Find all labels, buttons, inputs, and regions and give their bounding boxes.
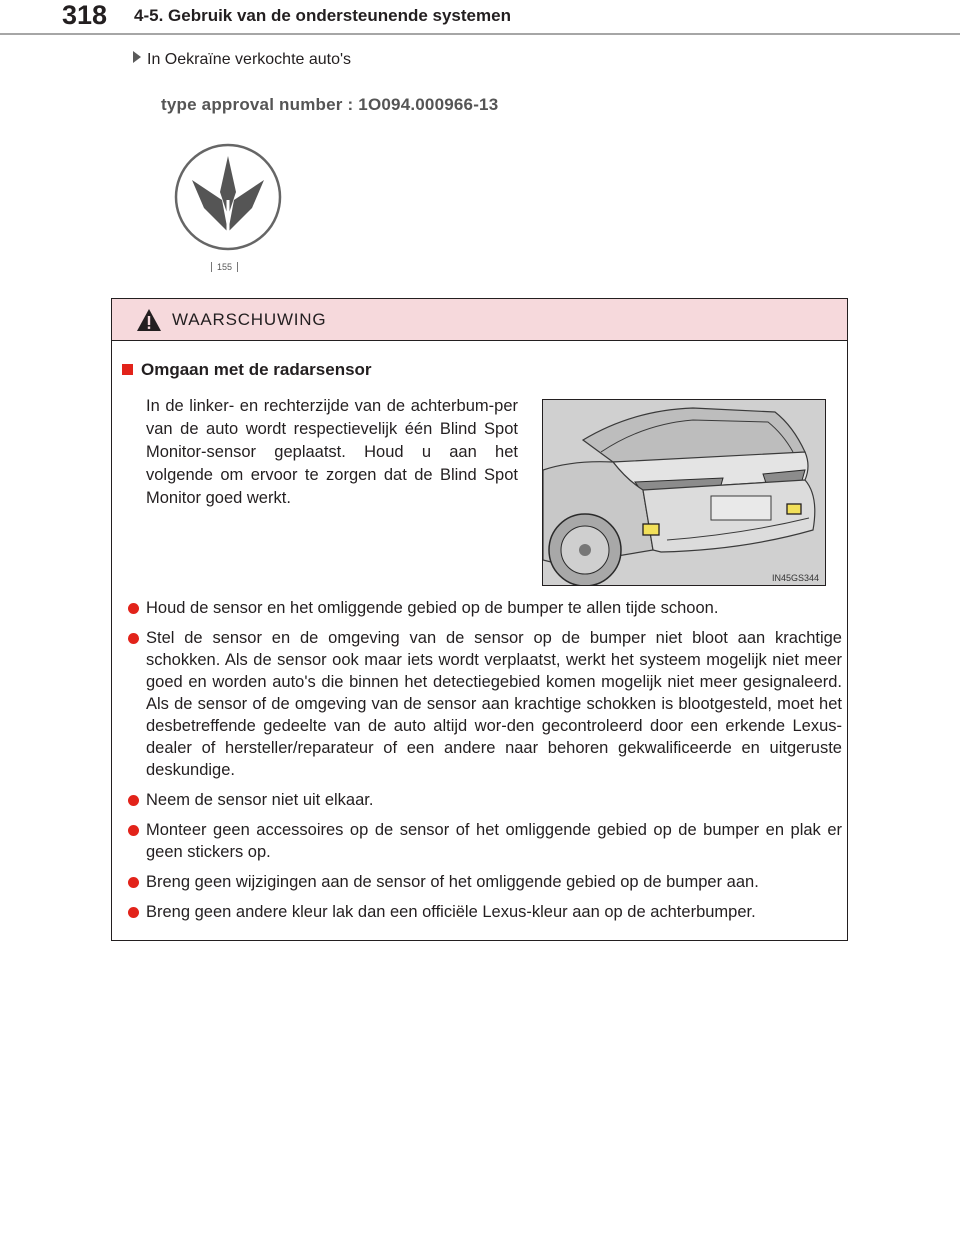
- warning-header: [112, 299, 847, 341]
- list-item-text: Houd de sensor en het omliggende gebied op de bumper te allen tijde schoon.: [146, 599, 719, 617]
- red-dot-bullet-icon: [128, 795, 139, 806]
- triangle-bullet-icon: [133, 51, 141, 63]
- car-rear-drawing: [543, 400, 825, 585]
- warning-triangle-icon: [136, 308, 162, 332]
- red-square-bullet-icon: [122, 364, 133, 375]
- red-dot-bullet-icon: [128, 633, 139, 644]
- image-code: IN45GS344: [771, 573, 819, 583]
- bullet-list: [126, 597, 842, 931]
- list-item-text: Neem de sensor niet uit elkaar.: [146, 791, 374, 809]
- red-dot-bullet-icon: [128, 603, 139, 614]
- list-item: [126, 789, 842, 811]
- header-rule: [0, 33, 960, 35]
- page-number: 318: [62, 0, 108, 30]
- warning-title: WAARSCHUWING: [172, 310, 327, 329]
- list-item: [126, 901, 842, 923]
- mark-code: 155: [211, 262, 238, 272]
- car-rear-illustration: [542, 399, 826, 586]
- warning-box: [111, 298, 848, 941]
- red-dot-bullet-icon: [128, 907, 139, 918]
- list-item: [126, 627, 842, 781]
- section-title: 4-5. Gebruik van de ondersteunende systemen: [134, 6, 511, 25]
- subheading: [122, 360, 372, 380]
- list-item: [126, 871, 842, 893]
- list-item: [126, 597, 842, 619]
- list-item-text: Breng geen andere kleur lak dan een officiële Lexus-kleur aan op de achterbumper.: [146, 903, 756, 921]
- list-item-text: Breng geen wijzigingen aan de sensor of het omliggende gebied op de bumper aan.: [146, 873, 759, 891]
- certification-mark-icon: [170, 140, 286, 256]
- list-item-text: Stel de sensor en de omgeving van de sensor op de bumper niet bloot aan krachtige schokken. Als de sensor ook maar iets wordt verplaatst, werkt het systeem mogelijk niet meer goed en worden auto's die binnen het detectiegebied komen mogelijk niet meer gesignaleerd. Als de sensor of de omgeving van de sensor aan krachtige schokken is blootgesteld, moet het desbetreffende gedeelte van de auto altijd wor-den gecontroleerd door een erkende Lexus-dealer of hersteller/reparateur of een andere naar behoren gekwalificeerde en uitgeruste deskundige.: [146, 629, 842, 779]
- red-dot-bullet-icon: [128, 877, 139, 888]
- region-label: In Oekraïne verkochte auto's: [147, 51, 352, 68]
- red-dot-bullet-icon: [128, 825, 139, 836]
- subheading-label: Omgaan met de radarsensor: [141, 360, 372, 379]
- intro-paragraph: In de linker- en rechterzijde van de achterbum-per van de auto wordt respectievelijk één Blind Spot Monitor-sensor geplaatst. Houd u aan het volgende om ervoor te zorgen dat de Blind Spot Monitor goed werkt.: [146, 397, 518, 507]
- region-line: [133, 50, 351, 70]
- list-item-text: Monteer geen accessoires op de sensor of het omliggende gebied op de bumper en plak er geen stickers op.: [146, 821, 842, 861]
- approval-number: type approval number : 1O094.000966-13: [161, 95, 499, 114]
- list-item: [126, 819, 842, 863]
